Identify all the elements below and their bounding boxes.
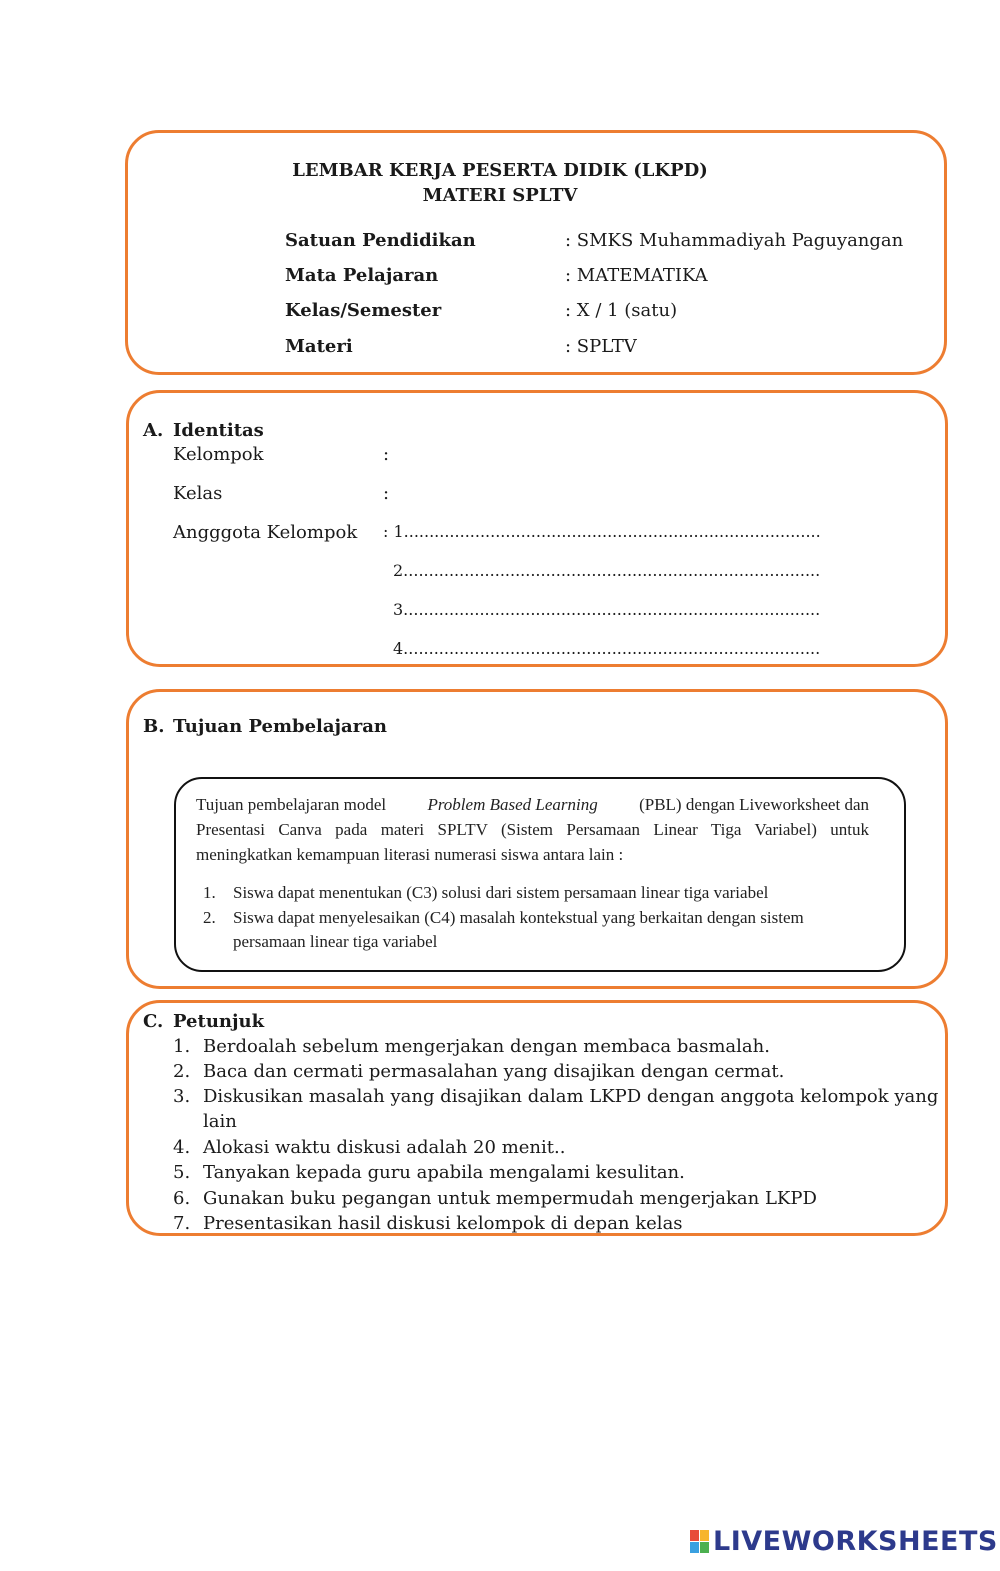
field-input-class[interactable]: : <box>383 483 390 504</box>
info-value-school: : SMKS Muhammadiyah Paguyangan <box>565 230 904 251</box>
info-label-class: Kelas/Semester <box>285 300 442 321</box>
liveworksheets-logo[interactable] <box>690 1526 998 1557</box>
info-label-subject: Mata Pelajaran <box>285 265 439 286</box>
logo-square-green <box>700 1542 709 1553</box>
info-value-material: : SPLTV <box>565 336 637 357</box>
instruction-item: Berdoalah sebelum mengerjakan dengan membaca basmalah. <box>203 1036 770 1057</box>
objective-intro-line2: Presentasi Canva pada materi SPLTV (Sistem Persamaan Linear Tiga Variabel) untuk <box>196 820 869 839</box>
instruction-num: 6. <box>173 1188 191 1209</box>
member-line-3[interactable]: 3.................................................................................. <box>393 600 821 619</box>
section-b-letter: B. <box>143 716 165 737</box>
section-a-letter: A. <box>143 420 164 441</box>
member-line-2[interactable]: 2.................................................................................. <box>393 561 821 580</box>
instruction-num: 3. <box>173 1086 191 1107</box>
instruction-item: Diskusikan masalah yang disajikan dalam LKPD dengan anggota kelompok yang <box>203 1086 939 1107</box>
field-input-group[interactable]: : <box>383 444 390 465</box>
instruction-num: 2. <box>173 1061 191 1082</box>
section-b-heading: Tujuan Pembelajaran <box>173 716 387 737</box>
objective-intro-part1: Tujuan pembelajaran model <box>196 795 387 814</box>
instruction-item: Gunakan buku pegangan untuk mempermudah mengerjakan LKPD <box>203 1188 817 1209</box>
member-line-4[interactable]: 4.................................................................................. <box>393 639 821 658</box>
logo-square-blue <box>690 1542 699 1553</box>
objective-intro-italic: Problem Based Learning <box>427 795 598 814</box>
instruction-num: 5. <box>173 1162 191 1183</box>
instruction-item: Alokasi waktu diskusi adalah 20 menit.. <box>203 1137 566 1158</box>
liveworksheets-mark-icon <box>690 1530 709 1553</box>
info-label-school: Satuan Pendidikan <box>285 230 476 251</box>
field-label-members: Angggota Kelompok <box>173 522 358 543</box>
instruction-item: Baca dan cermati permasalahan yang disajikan dengan cermat. <box>203 1061 785 1082</box>
objective-item-1: Siswa dapat menentukan (C3) solusi dari sistem persamaan linear tiga variabel <box>233 883 769 902</box>
info-value-class: : X / 1 (satu) <box>565 300 678 321</box>
objective-num-2: 2. <box>203 908 216 927</box>
instruction-item-cont: lain <box>203 1111 237 1132</box>
worksheet-subtitle: MATERI SPLTV <box>422 185 578 206</box>
objective-item-2: Siswa dapat menyelesaikan (C4) masalah kontekstual yang berkaitan dengan sistem <box>233 908 804 927</box>
section-a-heading: Identitas <box>173 420 264 441</box>
info-value-subject: : MATEMATIKA <box>565 265 708 286</box>
objective-item-2-cont: persamaan linear tiga variabel <box>233 932 438 951</box>
instruction-item: Presentasikan hasil diskusi kelompok di depan kelas <box>203 1213 683 1234</box>
instruction-item: Tanyakan kepada guru apabila mengalami kesulitan. <box>203 1162 685 1183</box>
objective-intro-part2: (PBL) dengan Liveworksheet dan <box>639 795 869 814</box>
liveworksheets-logo-text: LIVEWORKSHEETS <box>713 1526 998 1557</box>
logo-square-red <box>690 1530 699 1541</box>
objective-num-1: 1. <box>203 883 216 902</box>
objective-intro-line3: meningkatkan kemampuan literasi numerasi siswa antara lain : <box>196 845 624 864</box>
instruction-num: 7. <box>173 1213 191 1234</box>
objective-intro-line1 <box>196 795 869 815</box>
section-c-letter: C. <box>143 1011 164 1032</box>
field-label-group: Kelompok <box>173 444 264 465</box>
instruction-num: 4. <box>173 1137 191 1158</box>
instruction-num: 1. <box>173 1036 191 1057</box>
worksheet-title: LEMBAR KERJA PESERTA DIDIK (LKPD) <box>292 160 708 181</box>
info-label-material: Materi <box>285 336 353 357</box>
section-c-heading: Petunjuk <box>173 1011 265 1032</box>
member-line-1[interactable]: : 1.................................................................................. <box>383 522 821 541</box>
field-label-class: Kelas <box>173 483 223 504</box>
logo-square-yellow <box>700 1530 709 1541</box>
